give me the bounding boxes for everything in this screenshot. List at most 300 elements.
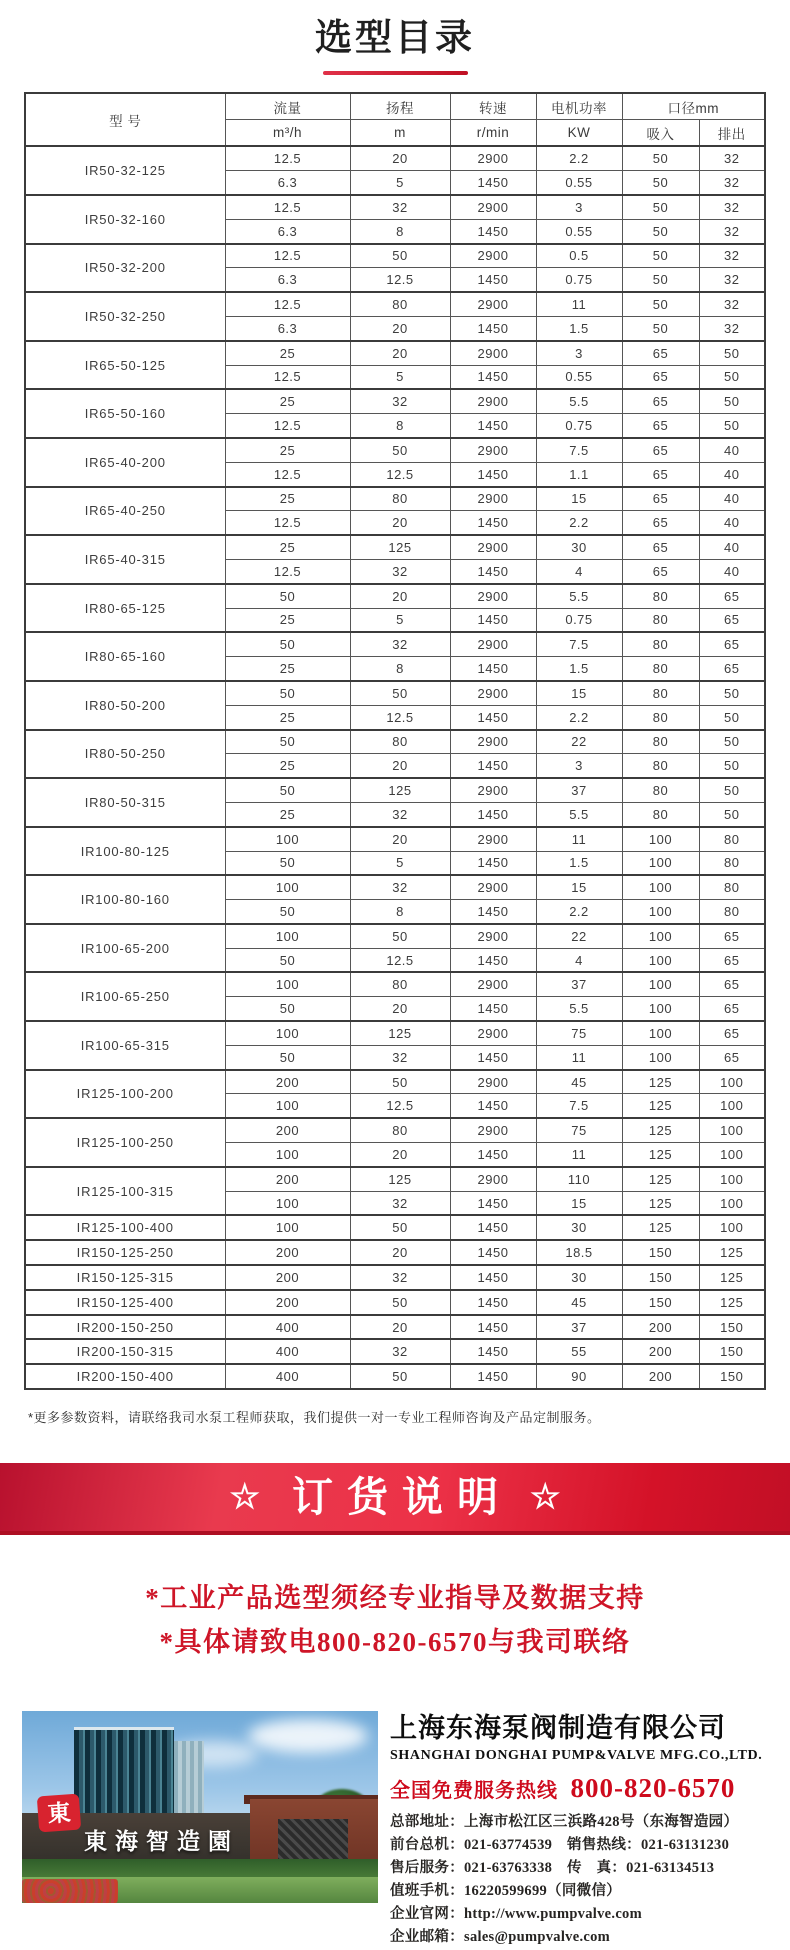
spec-cell: 100 (622, 948, 699, 972)
spec-cell: 50 (699, 778, 765, 802)
spec-cell: 30 (536, 535, 622, 559)
spec-cell: 5.5 (536, 389, 622, 413)
spec-cell: 2.2 (536, 705, 622, 729)
spec-cell: 50 (699, 414, 765, 438)
spec-cell: 100 (622, 827, 699, 851)
spec-cell: 25 (225, 535, 350, 559)
spec-cell: 400 (225, 1364, 350, 1389)
table-row (25, 535, 765, 559)
spec-cell: 45 (536, 1070, 622, 1094)
spec-cell: 50 (225, 997, 350, 1021)
spec-cell: 50 (350, 1364, 450, 1389)
spec-cell: 37 (536, 778, 622, 802)
spec-cell: 1450 (450, 316, 536, 340)
spec-cell: 80 (699, 827, 765, 851)
spec-cell: 32 (699, 195, 765, 219)
model-cell: IR80-50-315 (25, 778, 225, 827)
spec-cell: 1450 (450, 754, 536, 778)
table-row (25, 146, 765, 170)
spec-cell: 50 (699, 389, 765, 413)
spec-cell: 125 (699, 1290, 765, 1315)
company-info (390, 1711, 768, 1950)
spec-cell: 2900 (450, 244, 536, 268)
spec-cell: 50 (622, 146, 699, 170)
spec-cell: 20 (350, 511, 450, 535)
spec-cell: 100 (225, 827, 350, 851)
spec-cell: 80 (699, 875, 765, 899)
spec-cell: 12.5 (350, 1094, 450, 1118)
spec-cell: 150 (699, 1364, 765, 1389)
spec-cell: 65 (699, 1021, 765, 1045)
spec-cell: 32 (699, 316, 765, 340)
spec-cell: 1450 (450, 900, 536, 924)
header-discharge: 排出 (699, 120, 765, 147)
notice-line: *具体请致电800-820-6570与我司联络 (159, 1626, 631, 1657)
spec-cell: 11 (536, 1045, 622, 1069)
spec-cell: 100 (622, 1045, 699, 1069)
spec-cell: 5.5 (536, 802, 622, 826)
spec-cell: 18.5 (536, 1240, 622, 1265)
spec-cell: 2900 (450, 875, 536, 899)
spec-cell: 1450 (450, 1290, 536, 1315)
spec-cell: 2900 (450, 535, 536, 559)
spec-cell: 32 (350, 1265, 450, 1290)
spec-cell: 100 (699, 1167, 765, 1191)
model-cell: IR200-150-315 (25, 1339, 225, 1364)
spec-cell: 40 (699, 559, 765, 583)
park-sign-text: 東海智造園 (84, 1827, 239, 1854)
spec-cell: 32 (350, 632, 450, 656)
spec-cell: 20 (350, 584, 450, 608)
spec-cell: 1450 (450, 948, 536, 972)
spec-cell: 50 (622, 292, 699, 316)
spec-cell: 80 (699, 851, 765, 875)
spec-cell: 25 (225, 389, 350, 413)
spec-cell: 20 (350, 754, 450, 778)
spec-cell: 32 (350, 1339, 450, 1364)
spec-cell: 100 (622, 924, 699, 948)
spec-cell: 1.5 (536, 316, 622, 340)
spec-cell: 12.5 (225, 292, 350, 316)
table-row (25, 1240, 765, 1265)
contact-line: 前台总机：021-63774539 销售热线：021-63131230 (390, 1836, 730, 1853)
company-name-cn: 上海东海泵阀制造有限公司 (390, 1712, 726, 1743)
spec-cell: 100 (225, 1215, 350, 1240)
spec-cell: 2900 (450, 778, 536, 802)
spec-cell: 125 (699, 1265, 765, 1290)
spec-cell: 1.1 (536, 462, 622, 486)
spec-cell: 20 (350, 146, 450, 170)
spec-cell: 65 (622, 487, 699, 511)
table-row (25, 1118, 765, 1142)
spec-cell: 80 (350, 972, 450, 996)
spec-cell: 80 (699, 900, 765, 924)
photo-cloud (248, 1719, 368, 1753)
spec-cell: 1450 (450, 1240, 536, 1265)
spec-cell: 50 (699, 802, 765, 826)
ordering-banner (0, 1463, 790, 1535)
header-flow-unit: m³/h (225, 120, 350, 147)
spec-cell: 65 (622, 389, 699, 413)
table-row (25, 778, 765, 802)
model-cell: IR125-100-250 (25, 1118, 225, 1167)
spec-cell: 20 (350, 316, 450, 340)
contact-line: 企业官网：http://www.pumpvalve.com (390, 1906, 642, 1923)
photo-flowers (22, 1879, 118, 1903)
spec-cell: 80 (350, 730, 450, 754)
spec-cell: 25 (225, 705, 350, 729)
spec-cell: 200 (622, 1315, 699, 1340)
spec-cell: 65 (699, 972, 765, 996)
table-row (25, 341, 765, 365)
table-row (25, 827, 765, 851)
spec-cell: 2900 (450, 924, 536, 948)
spec-cell: 25 (225, 608, 350, 632)
table-row (25, 584, 765, 608)
header-diameter: 口径mm (622, 93, 765, 120)
spec-cell: 20 (350, 1315, 450, 1340)
header-flow: 流量 (225, 93, 350, 120)
table-row (25, 875, 765, 899)
spec-cell: 20 (350, 827, 450, 851)
spec-cell: 125 (350, 535, 450, 559)
title-underline (323, 71, 468, 75)
model-cell: IR100-65-315 (25, 1021, 225, 1070)
table-header (25, 93, 765, 146)
spec-cell: 6.3 (225, 171, 350, 195)
spec-cell: 125 (622, 1070, 699, 1094)
spec-cell: 2900 (450, 1021, 536, 1045)
spec-cell: 65 (622, 438, 699, 462)
table-row (25, 1021, 765, 1045)
spec-cell: 12.5 (350, 462, 450, 486)
header-suction: 吸入 (622, 120, 699, 147)
table-row (25, 1070, 765, 1094)
spec-cell: 4 (536, 559, 622, 583)
model-cell: IR50-32-160 (25, 195, 225, 244)
spec-cell: 0.5 (536, 244, 622, 268)
spec-cell: 32 (350, 559, 450, 583)
model-cell: IR200-150-250 (25, 1315, 225, 1340)
spec-cell: 200 (225, 1290, 350, 1315)
spec-cell: 80 (622, 705, 699, 729)
spec-cell: 50 (350, 1290, 450, 1315)
spec-cell: 75 (536, 1021, 622, 1045)
spec-cell: 1450 (450, 1339, 536, 1364)
spec-cell: 100 (225, 1021, 350, 1045)
hotline-number: 800-820-6570 (570, 1772, 736, 1803)
spec-cell: 12.5 (225, 462, 350, 486)
spec-cell: 2900 (450, 341, 536, 365)
contact-line: 企业邮箱：sales@pumpvalve.com (390, 1929, 611, 1946)
table-row (25, 244, 765, 268)
spec-cell: 100 (225, 972, 350, 996)
spec-cell: 200 (225, 1265, 350, 1290)
spec-cell: 65 (622, 559, 699, 583)
spec-cell: 2900 (450, 438, 536, 462)
spec-cell: 100 (699, 1094, 765, 1118)
spec-cell: 1450 (450, 1045, 536, 1069)
spec-cell: 100 (622, 1021, 699, 1045)
spec-cell: 30 (536, 1215, 622, 1240)
spec-cell: 200 (225, 1070, 350, 1094)
spec-cell: 65 (699, 584, 765, 608)
spec-cell: 50 (350, 1215, 450, 1240)
table-row (25, 292, 765, 316)
spec-cell: 65 (622, 414, 699, 438)
spec-cell: 50 (622, 171, 699, 195)
spec-cell: 100 (622, 900, 699, 924)
spec-cell: 2900 (450, 584, 536, 608)
spec-cell: 11 (536, 827, 622, 851)
spec-cell: 25 (225, 754, 350, 778)
model-cell: IR80-50-200 (25, 681, 225, 730)
spec-cell: 150 (699, 1339, 765, 1364)
spec-cell: 2900 (450, 632, 536, 656)
spec-cell: 80 (622, 657, 699, 681)
table-row (25, 1290, 765, 1315)
spec-cell: 40 (699, 535, 765, 559)
spec-cell: 0.55 (536, 219, 622, 243)
spec-cell: 1450 (450, 171, 536, 195)
spec-cell: 1450 (450, 657, 536, 681)
spec-cell: 1450 (450, 559, 536, 583)
spec-cell: 32 (350, 802, 450, 826)
spec-cell: 50 (225, 584, 350, 608)
spec-cell: 80 (622, 681, 699, 705)
company-photo (22, 1711, 378, 1903)
spec-cell: 2.2 (536, 900, 622, 924)
spec-cell: 200 (225, 1118, 350, 1142)
spec-cell: 200 (622, 1364, 699, 1389)
spec-cell: 50 (350, 681, 450, 705)
spec-cell: 65 (622, 341, 699, 365)
spec-cell: 80 (622, 778, 699, 802)
spec-cell: 32 (350, 1045, 450, 1069)
company-section (0, 1711, 790, 1950)
spec-cell: 50 (225, 851, 350, 875)
spec-cell: 45 (536, 1290, 622, 1315)
spec-cell: 20 (350, 1143, 450, 1167)
spec-cell: 65 (699, 924, 765, 948)
spec-cell: 5 (350, 608, 450, 632)
spec-cell: 50 (622, 268, 699, 292)
spec-cell: 65 (622, 365, 699, 389)
model-cell: IR100-80-160 (25, 875, 225, 924)
spec-cell: 80 (350, 292, 450, 316)
spec-cell: 1450 (450, 1315, 536, 1340)
spec-cell: 65 (699, 657, 765, 681)
spec-cell: 8 (350, 657, 450, 681)
spec-cell: 40 (699, 511, 765, 535)
spec-cell: 5 (350, 171, 450, 195)
spec-cell: 22 (536, 730, 622, 754)
spec-cell: 100 (225, 1143, 350, 1167)
spec-cell: 65 (699, 1045, 765, 1069)
spec-cell: 65 (622, 462, 699, 486)
spec-cell: 2900 (450, 146, 536, 170)
table-row (25, 438, 765, 462)
model-cell: IR65-50-125 (25, 341, 225, 390)
spec-cell: 12.5 (225, 244, 350, 268)
spec-cell: 50 (350, 244, 450, 268)
spec-cell: 5.5 (536, 584, 622, 608)
pump-spec-table (24, 92, 766, 1390)
spec-cell: 32 (350, 195, 450, 219)
spec-cell: 2900 (450, 389, 536, 413)
spec-cell: 1.5 (536, 851, 622, 875)
spec-cell: 65 (699, 997, 765, 1021)
spec-cell: 6.3 (225, 316, 350, 340)
spec-cell: 2900 (450, 827, 536, 851)
spec-cell: 50 (225, 948, 350, 972)
spec-cell: 50 (350, 924, 450, 948)
model-cell: IR50-32-200 (25, 244, 225, 293)
spec-cell: 65 (622, 511, 699, 535)
spec-cell: 0.55 (536, 365, 622, 389)
spec-cell: 150 (622, 1240, 699, 1265)
spec-cell: 32 (350, 875, 450, 899)
service-hotline (390, 1773, 768, 1804)
spec-cell: 50 (225, 778, 350, 802)
spec-cell: 32 (699, 268, 765, 292)
model-cell: IR80-65-125 (25, 584, 225, 633)
spec-cell: 8 (350, 900, 450, 924)
spec-cell: 125 (622, 1118, 699, 1142)
spec-cell: 25 (225, 802, 350, 826)
spec-cell: 40 (699, 487, 765, 511)
spec-cell: 32 (699, 171, 765, 195)
spec-cell: 125 (699, 1240, 765, 1265)
spec-cell: 80 (350, 487, 450, 511)
spec-cell: 200 (225, 1240, 350, 1265)
spec-cell: 2900 (450, 681, 536, 705)
spec-cell: 12.5 (350, 268, 450, 292)
spec-cell: 3 (536, 754, 622, 778)
model-cell: IR150-125-315 (25, 1265, 225, 1290)
spec-cell: 15 (536, 487, 622, 511)
table-row (25, 1364, 765, 1389)
spec-cell: 125 (622, 1143, 699, 1167)
spec-cell: 1450 (450, 268, 536, 292)
spec-cell: 2900 (450, 730, 536, 754)
spec-cell: 80 (622, 608, 699, 632)
spec-cell: 15 (536, 1191, 622, 1215)
spec-cell: 32 (699, 146, 765, 170)
model-cell: IR125-100-400 (25, 1215, 225, 1240)
table-note: *更多参数资料，请联络我司水泵工程师获取，我们提供一对一专业工程师咨询及产品定制服务。 (28, 1410, 601, 1426)
table-row (25, 632, 765, 656)
spec-cell: 2.2 (536, 146, 622, 170)
spec-cell: 12.5 (225, 195, 350, 219)
spec-cell: 80 (622, 802, 699, 826)
spec-cell: 55 (536, 1339, 622, 1364)
spec-cell: 1450 (450, 608, 536, 632)
spec-cell: 20 (350, 341, 450, 365)
spec-cell: 1.5 (536, 657, 622, 681)
spec-cell: 37 (536, 972, 622, 996)
model-cell: IR100-65-250 (25, 972, 225, 1021)
spec-cell: 125 (350, 1021, 450, 1045)
header-power: 电机功率 (536, 93, 622, 120)
spec-cell: 12.5 (350, 705, 450, 729)
spec-cell: 100 (699, 1191, 765, 1215)
spec-cell: 20 (350, 997, 450, 1021)
spec-cell: 2900 (450, 1118, 536, 1142)
spec-cell: 11 (536, 1143, 622, 1167)
notice-line: *工业产品选型须经专业指导及数据支持 (145, 1583, 645, 1614)
spec-cell: 0.75 (536, 414, 622, 438)
spec-cell: 80 (350, 1118, 450, 1142)
contact-line: 值班手机：16220599699（同微信） (390, 1883, 622, 1900)
spec-cell: 125 (350, 1167, 450, 1191)
spec-cell: 12.5 (225, 414, 350, 438)
spec-cell: 50 (699, 365, 765, 389)
spec-cell: 0.75 (536, 608, 622, 632)
spec-cell: 400 (225, 1315, 350, 1340)
spec-cell: 100 (622, 997, 699, 1021)
spec-cell: 50 (622, 316, 699, 340)
model-cell: IR80-65-160 (25, 632, 225, 681)
spec-cell: 100 (622, 875, 699, 899)
spec-cell: 12.5 (225, 146, 350, 170)
banner-title: 订货说明 (292, 1473, 512, 1520)
spec-cell: 25 (225, 657, 350, 681)
spec-cell: 400 (225, 1339, 350, 1364)
spec-cell: 100 (699, 1143, 765, 1167)
spec-cell: 25 (225, 341, 350, 365)
spec-cell: 8 (350, 219, 450, 243)
spec-cell: 11 (536, 292, 622, 316)
spec-cell: 200 (622, 1339, 699, 1364)
spec-cell: 1450 (450, 462, 536, 486)
table-row (25, 972, 765, 996)
spec-cell: 32 (350, 389, 450, 413)
spec-cell: 80 (622, 584, 699, 608)
table-row (25, 1339, 765, 1364)
table-row (25, 924, 765, 948)
spec-cell: 2900 (450, 195, 536, 219)
spec-cell: 7.5 (536, 632, 622, 656)
spec-cell: 50 (699, 754, 765, 778)
spec-cell: 1450 (450, 851, 536, 875)
spec-cell: 110 (536, 1167, 622, 1191)
model-cell: IR65-50-160 (25, 389, 225, 438)
table-row (25, 681, 765, 705)
spec-cell: 200 (225, 1167, 350, 1191)
spec-cell: 50 (225, 681, 350, 705)
spec-cell: 50 (225, 1045, 350, 1069)
spec-cell: 100 (622, 972, 699, 996)
photo-gate-door (278, 1819, 348, 1863)
spec-cell: 50 (225, 632, 350, 656)
spec-cell: 2900 (450, 972, 536, 996)
spec-cell: 12.5 (225, 511, 350, 535)
page-title: 选型目录 (315, 17, 475, 58)
spec-cell: 1450 (450, 365, 536, 389)
spec-cell: 50 (622, 195, 699, 219)
contact-lines (390, 1811, 768, 1950)
spec-cell: 12.5 (350, 948, 450, 972)
header-model: 型 号 (25, 93, 225, 146)
spec-cell: 20 (350, 1240, 450, 1265)
spec-cell: 25 (225, 487, 350, 511)
spec-cell: 50 (225, 730, 350, 754)
company-name-en: SHANGHAI DONGHAI PUMP&VALVE MFG.CO.,LTD. (390, 1747, 763, 1763)
spec-cell: 6.3 (225, 268, 350, 292)
spec-cell: 3 (536, 341, 622, 365)
spec-cell: 37 (536, 1315, 622, 1340)
